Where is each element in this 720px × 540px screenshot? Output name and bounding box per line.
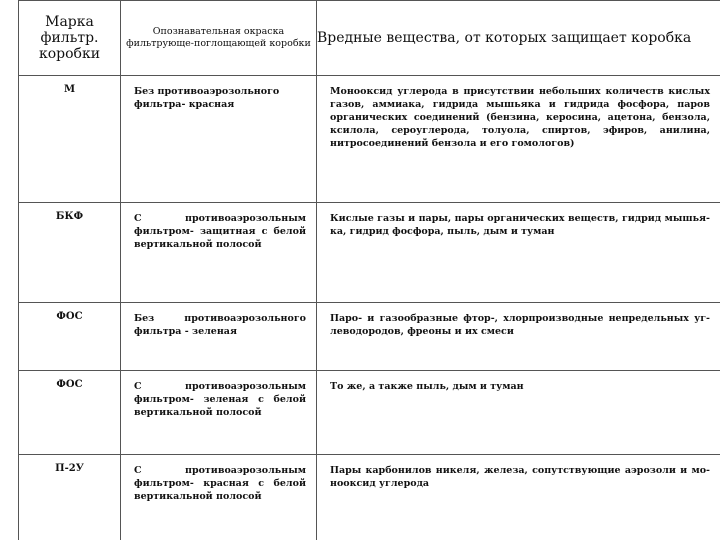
cell-mark: БКФ (19, 203, 121, 303)
table-row (19, 76, 720, 203)
cell-color: С противоаэрозольным фильтром- зеленая с белой вертикальной полосой (121, 371, 317, 455)
cell-color: С противоаэрозольным фильтром- красная с белой вертикальной полосой (121, 455, 317, 540)
header-mark: Марка фильтр. коробки (19, 1, 121, 76)
table-row (19, 203, 720, 303)
cell-substances: Кислые газы и пары, пары органических веществ, гидрид мышья-ка, гидрид фосфора, пыль, дым и туман (317, 203, 720, 303)
cell-substances: То же, а также пыль, дым и туман (317, 371, 720, 455)
filter-box-table (18, 0, 720, 540)
cell-mark: М (19, 76, 121, 203)
cell-color: Без противоаэрозольного фильтра - зеленая (121, 303, 317, 371)
table-row (19, 303, 720, 371)
cell-color: Без противоаэрозольного фильтра- красная (121, 76, 317, 203)
cell-substances: Монооксид углерода в присутствии небольших количеств кислых газов, аммиака, гидрида мышьяка и гидрида фосфора, паров органических соединений (бензина, керосина, ацетона, бензола, ксилола, сероуглерода, толуола, спиртов, эфиров, анилина, нитросоединений бензола и его гомологов) (317, 76, 720, 203)
header-row (19, 1, 720, 76)
cell-mark: ФОС (19, 371, 121, 455)
table-row (19, 371, 720, 455)
cell-substances: Паро- и газообразные фтор-, хлорпроизводные непредельных уг-леводородов, фреоны и их смеси (317, 303, 720, 371)
cell-substances: Пары карбонилов никеля, железа, сопутствующие аэрозоли и мо-нооксид углерода (317, 455, 720, 540)
cell-color: С противоаэрозольным фильтром- защитная с белой вертикальной полосой (121, 203, 317, 303)
cell-mark: П-2У (19, 455, 121, 540)
cell-mark: ФОС (19, 303, 121, 371)
table-row (19, 455, 720, 540)
header-color: Опознавательная окраска фильтрующе-поглощающей коробки (121, 1, 317, 76)
header-substances: Вредные вещества, от которых защищает коробка (317, 1, 720, 76)
